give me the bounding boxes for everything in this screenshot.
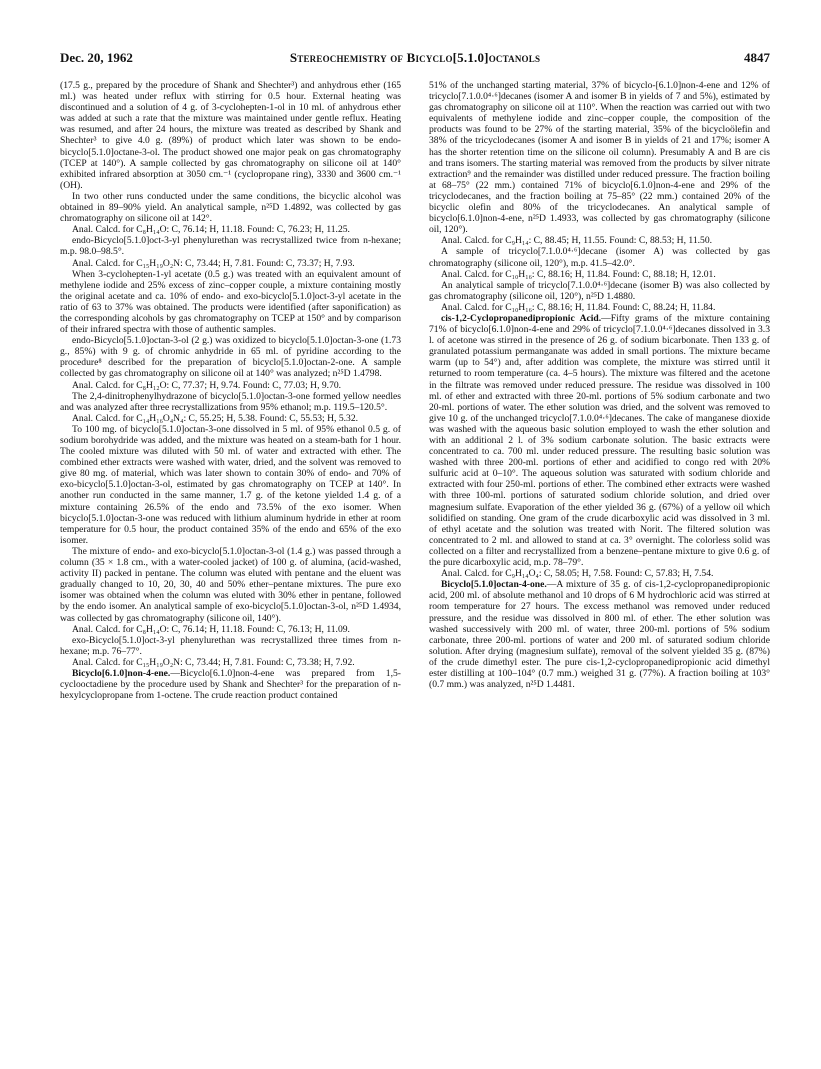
section-text: —A mixture of 35 g. of cis-1,2-cyclopropanedipropionic acid, 200 ml. of absolute methanol and 10 drops of 6 M hydrochloric acid was stirred at room temperature for 27 hours. The excess methanol was removed under reduced pressure, and the residue was dissolved in 800 ml. of ether. The ether solution was washed successively with 200 ml. of water, three 200-ml. portions of 5% sodium carbonate, three 200-ml. portions of water and 200 ml. of saturated sodium chloride solution. After drying (magnesium sulfate), removal of the solvent yielded 35 g. (87%) of the crude dimethyl ester. The pure cis-1,2-cyclopropanedipropionic acid dimethyl ester distilling at 100–104° (0.7 mm.) weighed 31 g. (77%). A fraction boiling at 103° (0.7 mm.) was analyzed, n²⁵D 1.4481. [429,579,770,691]
journal-page [60,50,770,1040]
paragraph: A sample of tricyclo[7.1.0.0⁴·⁶]decane (isomer A) was collected by gas chromatography (silicone oil, 120°), m.p. 41.5–42.0°. [429,246,770,269]
analysis-line: Anal. Calcd. for C₈H₁₄O: C, 76.14; H, 11.18. Found: C, 76.13; H, 11.09. [72,623,350,635]
header-page-number: 4847 [744,50,770,65]
paragraph: (17.5 g., prepared by the procedure of Shank and Shechter³) and anhydrous ether (165 ml.) was heated under reflux with stirring for 0.5 hour. External heating was discontinued and a solution of 4 g. of 3-cyclohepten-1-ol in 10 ml. of anhydrous ether was added at such a rate that the mixture was maintained under gentle reflux. Heating was resumed, and after 24 hours, the mixture was treated as described by Shank and Shechter³ to give 4.0 g. (89%) of product which later was shown to be endo-bicyclo[5.1.0]octane-3-ol. The product showed one major peak on gas chromatography (TCEP at 140°). A sample collected by gas chromatography on silicone oil at 140° exhibited infrared absorption at 3050 cm.⁻¹ (cyclopropane ring), 3330 and 3600 cm.⁻¹ (OH). [60,80,401,191]
section-heading: Bicyclo[5.1.0]octan-4-one. [441,579,547,591]
header-date: Dec. 20, 1962 [60,50,133,65]
paragraph: The 2,4-dinitrophenylhydrazone of bicyclo[5.1.0]octan-3-one formed yellow needles and was analyzed after three recrystallizations from 95% ethanol; m.p. 119.5–120.5°. [60,390,401,413]
section-paragraph [429,313,770,568]
paragraph: exo-Bicyclo[5.1.0]oct-3-yl phenylurethan was recrystallized three times from n-hexane; m.p. 76–77°. [60,634,401,657]
section-text: —Fifty grams of the mixture containing 71% of bicyclo[6.1.0]non-4-ene and 29% of tricyclo[7.1.0.0⁴·⁶]decanes dissolved in 3.3 l. of acetone was stirred in the presence of 26 g. of sodium bicarbonate. Then 133 g. of granulated potassium permanganate was added in small portions. The mixture became warm (up to 54°) and, after addition was complete, the mixture was stirred until it returned to room temperature (ca. 4–5 hours). The mixture was filtered and the acetone in the filtrate was removed under reduced pressure. The residue was dissolved in 100 ml. of ether and extracted with three 20-ml. portions of 5% sodium carbonate and two 20-ml. portions of water. The ether solution was dried, and the solvent was removed to give 10 g. of the unchanged tricyclo[7.1.0.0⁴·⁶]decanes. The cake of manganese dioxide was washed with the aqueous basic solution employed to wash the ether solution and with an additional 2 l. of 3% sodium carbonate solution. The basic extracts were concentrated to ca. 700 ml. under reduced pressure. The resulting basic solution was washed with three 200-ml. portions of ether and acidified to congo red with 20% sulfuric acid at 0–10°. The aqueous solution was saturated with sodium chloride and extracted with four 250-ml. portions of ether. The combined ether extracts were washed with three 100-ml. portions of saturated sodium chloride solution, and dried over magnesium sulfate. Evaporation of the ether yielded 36 g. (67%) of a yellow oil which solidified on standing. One gram of the crude dicarboxylic acid was dissolved in 3 ml. of ethyl acetate and the solution was treated with Norit. The filtered solution was concentrated to 2 ml. and allowed to stand at ca. 3° overnight. The colorless solid was collected on a filter and recrystallized from a benzene–pentane mixture to give 0.6 g. of the pure dicarboxylic acid, m.p. 78–79°. [429,312,770,569]
analysis-line: Anal. Calcd. for C₈H₁₄O: C, 76.14; H, 11.18. Found: C, 76.23; H, 11.25. [72,224,350,236]
section-heading: cis-1,2-Cyclopropanedipropionic Acid. [441,312,602,324]
section-paragraph [60,668,401,701]
right-column [429,80,770,1035]
paragraph: endo-Bicyclo[5.1.0]oct-3-yl phenylurethan was recrystallized twice from n-hexane; m.p. 98.0–98.5°. [60,235,401,258]
analysis-line: Anal. Calcd. for C₁₅H₁₉O₂N: C, 73.44; H, 7.81. Found: C, 73.37; H, 7.93. [72,257,355,269]
paragraph: When 3-cyclohepten-1-yl acetate (0.5 g.) was treated with an equivalent amount of methylene iodide and 25% excess of zinc–copper couple, a mixture containing mostly the original acetate and ca. 10% of endo- and exo-bicyclo[5.1.0]oct-3-yl acetate in the ratio of 63 to 37% was obtained. The products were identified (after saponification) as the corresponding alcohols by gas chromatography on TCEP at 150° and by comparison of their infrared spectra with those of authentic samples. [60,268,401,336]
section-heading: Bicyclo[6.1.0]non-4-ene. [72,667,171,679]
paragraph: 51% of the unchanged starting material, 37% of bicyclo-[6.1.0]non-4-ene and 12% of tricyclo[7.1.0.0⁴·⁶]decanes (isomer A and isomer B in yields of 7 and 5%), estimated by gas chromatography on silicone oil at 110°. When the reaction was carried out with two equivalents of methylene iodide and zinc–copper couple, the composition of the products was found to be 27% of the starting material, 35% of the bicycloölefin and 38% of the tricyclodecanes (isomer A and isomer B in yields of 21 and 17%; isomer A has the shorter retention time on the silicone oil column). Presumably A and B are cis and trans isomers. The starting material was removed from the products by silver nitrate extraction⁹ and the remainder was distilled under reduced pressure. The fraction boiling at 68–75° (22 mm.) contained 71% of bicyclo[6.1.0]non-4-ene and 29% of the tricyclodecanes, and the fraction boiling at 75–85° (22 mm.) contained 20% of the bicyclic olefin and 80% of the tricyclodecanes. An analytical sample of bicyclo[6.1.0]non-4-ene, n²⁵D 1.4933, was collected by gas chromatography (silicone oil, 120°). [429,80,770,236]
analysis-line: Anal. Calcd. for C₉H₁₄: C, 88.45; H, 11.55. Found: C, 88.53; H, 11.50. [441,235,713,247]
paragraph: To 100 mg. of bicyclo[5.1.0]octan-3-one dissolved in 5 ml. of 95% ethanol 0.5 g. of sodium borohydride was added, and the mixture was heated on a steam-bath for 1 hour. The cooled mixture was diluted with 50 ml. of water and extracted with ether. The combined ether extracts were washed with water, dried, and the solvent was removed to give 80 mg. of material, which was later shown to contain 30% of endo- and 70% of exo-bicyclo[5.1.0]octan-3-ol, estimated by gas chromatography on TCEP at 140°. In another run conducted in the same manner, 1.7 g. of the ketone yielded 1.4 g. of a mixture containing 26.5% of the endo and 73.5% of the exo isomer. When bicyclo[5.1.0]octan-3-one was reduced with lithium aluminum hydride in ether at room temperature for 0.5 hour, the product contained 35% of the endo and 65% of the exo isomer. [60,423,401,546]
paragraph: An analytical sample of tricyclo[7.1.0.0⁴·⁶]decane (isomer B) was also collected by gas chromatography (silicone oil, 120°), n²⁵D 1.4880. [429,279,770,302]
paragraph: endo-Bicyclo[5.1.0]octan-3-ol (2 g.) was oxidized to bicyclo[5.1.0]octan-3-one (1.73 g., 85%) with 9 g. of chromic anhydride in 65 ml. of pyridine according to the procedure⁸ described for the preparation of bicyclo[5.1.0]octan-2-one. A sample collected by gas chromatography on silicone oil at 140° was analyzed; n²⁵D 1.4798. [60,335,401,380]
analysis-line: Anal. Calcd. for C₉H₁₄O₄: C, 58.05; H, 7.58. Found: C, 57.83; H, 7.54. [441,568,714,580]
running-header [60,50,770,68]
analysis-line: Anal. Calcd. for C₁₅H₁₉O₂N: C, 73.44; H, 7.81. Found: C, 73.38; H, 7.92. [72,656,355,668]
paragraph: The mixture of endo- and exo-bicyclo[5.1.0]octan-3-ol (1.4 g.) was passed through a column (35 × 1.8 cm., with a water-cooled jacket) of 100 g. of alumina, (acid-washed, activity II) packed in pentane. The column was eluted with pentane and the eluent was gradually changed to 10, 20, 30, 40 and 50% ether–pentane mixtures. The pure exo isomer was obtained when the column was eluted with 30% ether in pentane, followed by the endo isomer. An analytical sample of exo-bicyclo[5.1.0]octan-3-ol, n²⁵D 1.4934, was collected by gas chromatography (silicone oil, 140°). [60,545,401,624]
paragraph: In two other runs conducted under the same conditions, the bicyclic alcohol was obtained in 89–90% yield. An analytical sample, n²⁵D 1.4892, was collected by gas chromatography on silicone oil at 142°. [60,190,401,225]
analysis-line: Anal. Calcd. for C₈H₁₂O: C, 77.37; H, 9.74. Found: C, 77.03; H, 9.70. [72,379,342,391]
analysis-line: Anal. Calcd. for C₁₄H₁₆O₄N₄: C, 55.25; H, 5.38. Found: C, 55.53; H, 5.32. [72,412,359,424]
analysis-line: Anal. Calcd. for C₁₀H₁₆: C, 88.16; H, 11.84. Found: C, 88.18; H, 12.01. [441,268,716,280]
section-paragraph [429,579,770,690]
left-column [60,80,401,1035]
analysis-line: Anal. Calcd. for C₁₀H₁₆: C, 88.16; H, 11.84. Found: C, 88.24; H, 11.84. [441,301,716,313]
header-title: Stereochemistry of Bicyclo[5.1.0]octanols [289,50,541,65]
section-text: —Bicyclo[6.1.0]non-4-ene was prepared from 1,5-cyclooctadiene by the procedure used by Shank and Shechter³ for the preparation of n-hexylcyclopropane from 1-octene. The crude reaction product contained [60,667,401,702]
